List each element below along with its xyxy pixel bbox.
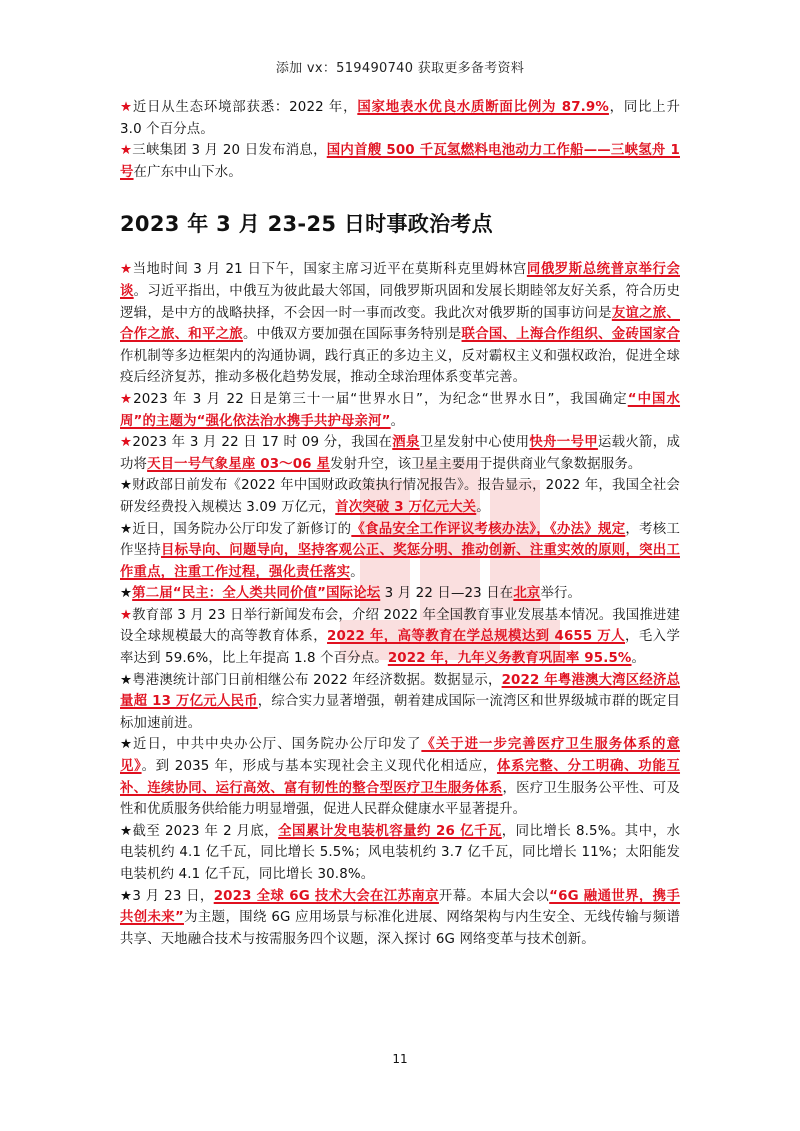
highlighted-keypoint: 第二届“民主：全人类共同价值”国际论坛: [132, 586, 381, 602]
highlighted-keypoint: 2022 年，高等教育在学总规模达到 4655 万人: [327, 629, 626, 645]
highlighted-keypoint: 2023 全球 6G 技术大会在江苏南京: [213, 888, 439, 904]
document-body: [120, 97, 680, 950]
item-text: 。: [476, 499, 490, 515]
news-item: [120, 259, 680, 389]
item-text: 开幕。本届大会以: [438, 888, 550, 904]
section-heading: 2023 年 3 月 23-25 日时事政治考点: [120, 212, 493, 237]
star-bullet-icon: ★: [120, 143, 133, 159]
item-text: ，考核工作坚持: [120, 521, 680, 559]
item-text: 在广东中山下水。: [133, 164, 242, 180]
star-bullet-icon: ★: [120, 478, 133, 494]
news-item: [120, 583, 680, 605]
item-text: 截至 2023 年 2 月底，: [132, 823, 279, 839]
star-bullet-icon: ★: [120, 521, 133, 537]
star-bullet-icon: ★: [120, 435, 133, 451]
highlighted-keypoint: 国家地表水优良水质断面比例为 87.9%: [357, 100, 609, 115]
news-item: [120, 140, 680, 183]
item-text: 卫星发射中心使用: [419, 435, 530, 451]
item-text: 近日，国务院办公厅印发了新修订的: [132, 521, 352, 537]
highlighted-keypoint: 酒泉: [392, 435, 420, 451]
highlighted-keypoint: 目标导向、问题导向，坚持客观公正、奖惩分明、推动创新、注重实效的原则，突出工作重点，注重工作过程，强化责任落实: [120, 543, 680, 580]
highlighted-keypoint: 全国累计发电装机容量约 26 亿千瓦: [278, 823, 502, 839]
item-text: 3 月 22 日—23 日在: [380, 586, 514, 602]
item-text: 财政部日前发布《2022 年中国财政政策执行情况报告》。报告显示，2022 年，我国全社会研发经费投入规模达 3.09 万亿元，: [120, 478, 681, 515]
highlighted-keypoint: 同俄罗斯总统普京举行会谈: [120, 262, 680, 299]
item-text: 为主题，围绕 6G 应用场景与标准化进展、网络架构与内生安全、无线传输与频谱共享、天地融合技术与按需服务四个议题，深入探讨 6G 网络变革与技术创新。: [120, 910, 680, 947]
item-text: 。: [631, 651, 646, 667]
star-bullet-icon: ★: [120, 737, 134, 753]
highlighted-keypoint: 天目一号气象星座 03～06 星: [147, 456, 330, 472]
news-item: [120, 389, 680, 432]
item-text: 近日，中共中央办公厅、国务院办公厅印发了: [133, 737, 422, 753]
news-item: [120, 670, 680, 735]
highlighted-keypoint: 国内首艘 500 千瓦氢燃料电池动力工作船——三峡氢舟 1 号: [120, 143, 680, 180]
highlighted-keypoint: 快舟一号甲: [529, 435, 598, 451]
item-text: 近日从生态环境部获悉：2022 年，: [132, 100, 358, 115]
highlighted-keypoint: 体系完整、分工明确、功能互补、连续协同、运行高效、富有韧性的整合型医疗卫生服务体系: [120, 759, 681, 796]
highlighted-keypoint: “中国水周”的主题为“强化依法治水携手共护母亲河”: [120, 391, 681, 429]
news-item: [120, 821, 680, 886]
page-number: 11: [392, 1052, 408, 1066]
item-text: ，同比上升 3.0 个百分点。: [120, 100, 680, 137]
news-item: [120, 97, 680, 140]
intro-section: [120, 97, 680, 183]
news-item: [120, 605, 680, 670]
item-text: ，同比增长 8.5%。其中，水电装机约 4.1 亿千瓦，同比增长 5.5%；风电装机约 3.7 亿千瓦，同比增长 11%；太阳能发电装机约 4.1 亿千瓦，同比增长 30.8%。: [120, 823, 680, 882]
item-text: 2023 年 3 月 22 日 17 时 09 分，我国在: [132, 435, 393, 451]
page-header: 添加 vx：519490740 获取更多备考资料: [275, 61, 525, 76]
item-text: 3 月 23 日，: [132, 888, 214, 904]
news-items-section: [120, 259, 680, 950]
star-bullet-icon: ★: [120, 672, 133, 688]
item-text: ，综合实力显著增强，朝着建成国际一流湾区和世界级城市群的既定目标加速前进。: [120, 694, 680, 731]
item-text: 。: [390, 413, 405, 429]
star-bullet-icon: ★: [120, 586, 133, 602]
highlighted-keypoint: 友谊之旅、合作之旅、和平之旅: [120, 305, 680, 343]
item-text: 粤港澳统计部门日前相继公布 2022 年经济数据。数据显示，: [132, 672, 502, 688]
highlighted-keypoint: 联合国、上海合作组织、金砖国家合: [461, 327, 680, 343]
item-text: 作机制等多边框架内的沟通协调，践行真正的多边主义，反对霸权主义和强权政治，促进全球疫后经济复苏，推动多极化趋势发展，推动全球治理体系变革完善。: [120, 348, 680, 386]
highlighted-keypoint: 北京: [513, 586, 541, 602]
news-item: [120, 734, 680, 820]
highlighted-keypoint: 《食品安全工作评议考核办法》，《办法》规定: [351, 521, 626, 537]
highlighted-keypoint: 首次突破 3 万亿元大关: [335, 499, 477, 515]
item-text: 运载火箭，成功将: [120, 435, 681, 472]
star-bullet-icon: ★: [120, 888, 133, 904]
item-text: 发射升空，该卫星主要用于提供商业气象数据服务。: [330, 456, 642, 472]
item-text: 。中俄双方要加强在国际事务特别是: [242, 327, 462, 343]
news-item: [120, 475, 680, 518]
news-item: [120, 432, 680, 475]
item-text: ，毛入学率达到 59.6%，比上年提高 1.8 个百分点。: [120, 629, 680, 667]
item-text: 。: [350, 564, 364, 580]
highlighted-keypoint: 2022 年，九年义务教育巩固率 95.5%: [387, 651, 632, 667]
item-text: 当地时间 3 月 21 日下午，国家主席习近平在莫斯科克里姆林宫: [132, 262, 527, 278]
item-text: 三峡集团 3 月 20 日发布消息，: [132, 143, 327, 159]
highlighted-keypoint: “6G 融通世界，携手共创未来”: [120, 888, 681, 926]
item-text: 。到 2035 年，形成与基本实现社会主义现代化相适应，: [141, 759, 497, 775]
highlighted-keypoint: 2022 年粤港澳大湾区经济总量超 13 万亿元人民币: [120, 672, 681, 710]
star-bullet-icon: ★: [120, 823, 133, 839]
highlighted-keypoint: 《关于进一步完善医疗卫生服务体系的意见》: [120, 737, 681, 775]
star-bullet-icon: ★: [120, 100, 133, 115]
star-bullet-icon: ★: [120, 391, 134, 407]
item-text: 2023 年 3 月 22 日是第三十一届“世界水日”，为纪念“世界水日”，我国确定: [133, 391, 628, 407]
item-text: ，医疗卫生服务公平性、可及性和优质服务供给能力明显增强，促进人民群众健康水平显著提升。: [120, 780, 680, 818]
star-bullet-icon: ★: [120, 607, 133, 623]
news-item: [120, 519, 680, 584]
star-bullet-icon: ★: [120, 262, 133, 278]
item-text: 。习近平指出，中俄互为彼此最大邻国，同俄罗斯巩固和发展长期睦邻友好关系，符合历史逻辑，是中方的战略抉择，不会因一时一事而改变。我此次对俄罗斯的国事访问是: [120, 283, 681, 321]
item-text: 举行。: [540, 586, 582, 602]
item-text: 教育部 3 月 23 日举行新闻发布会，介绍 2022 年全国教育事业发展基本情况。我国推进建设全球规模最大的高等教育体系，: [120, 607, 680, 645]
news-item: [120, 886, 680, 951]
